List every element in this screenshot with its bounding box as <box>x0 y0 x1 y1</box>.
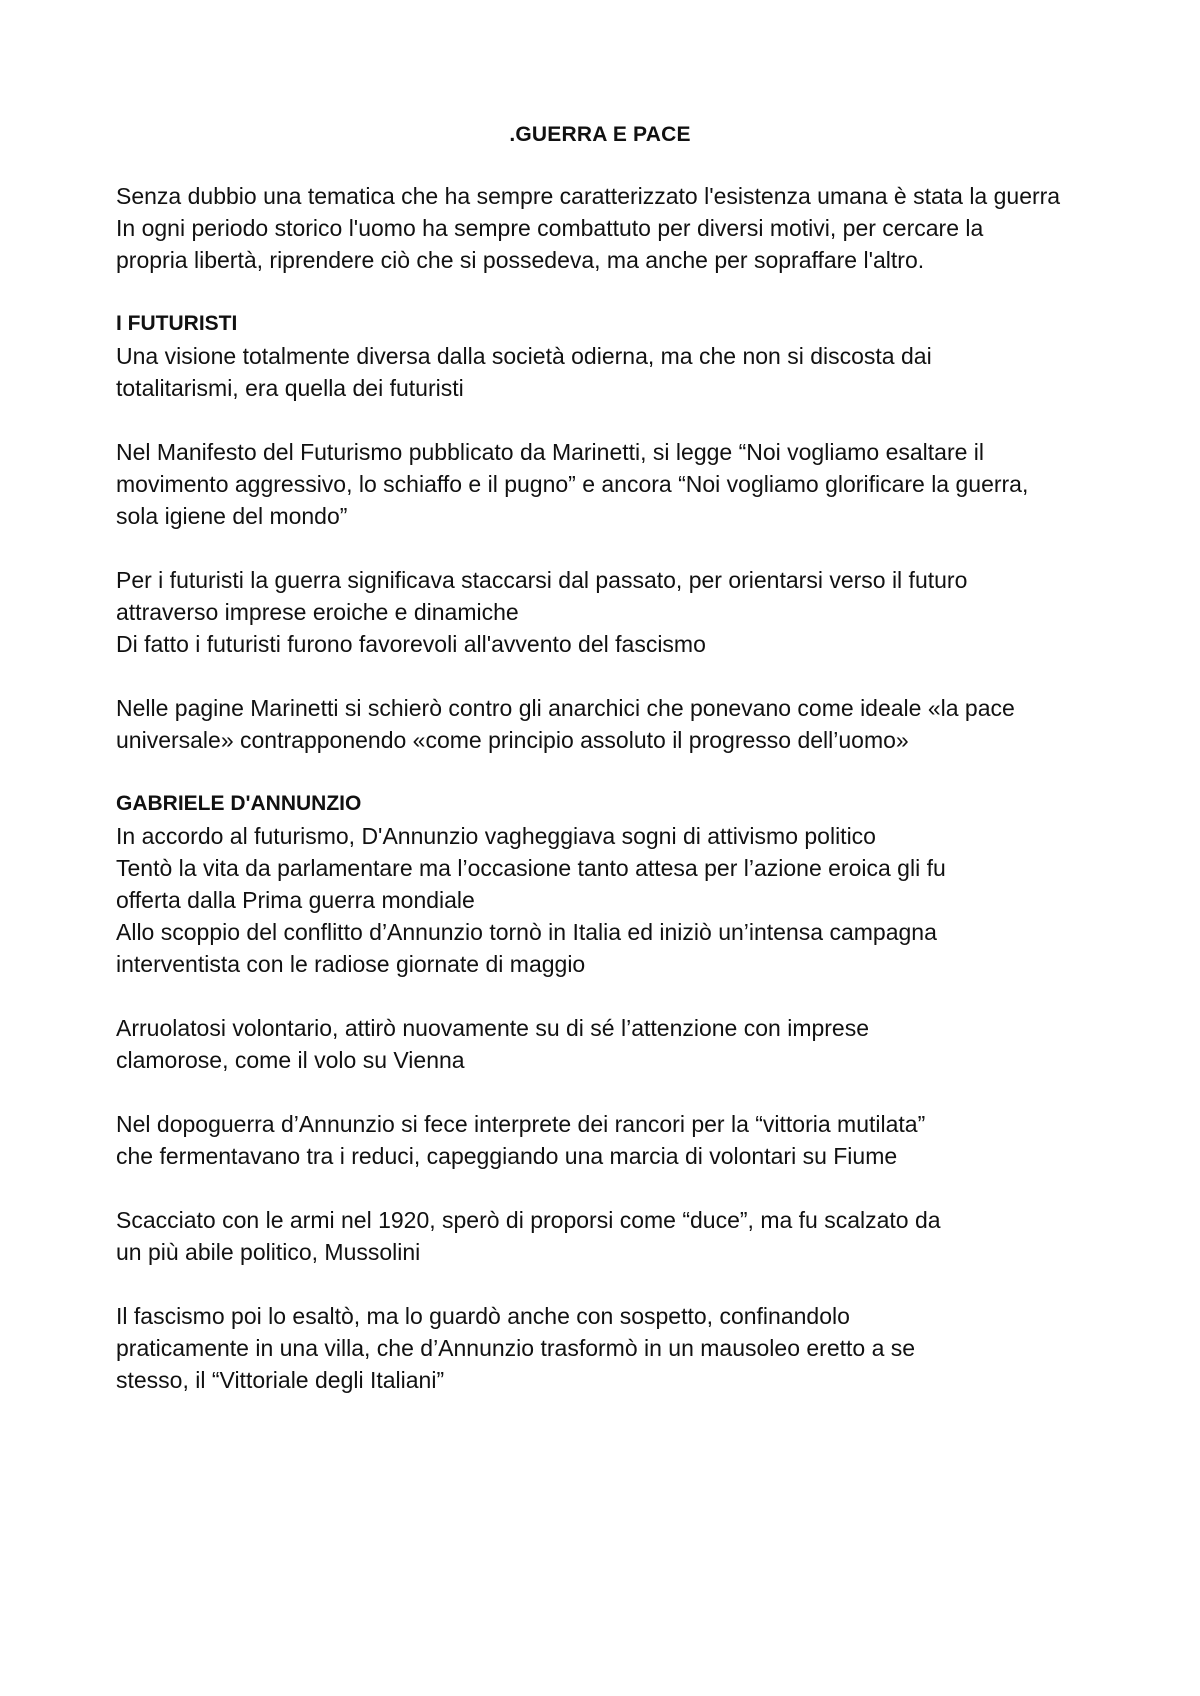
text-line: Nelle pagine Marinetti si schierò contro gli anarchici che ponevano come ideale «la pace <box>116 695 1015 721</box>
text-line: propria libertà, riprendere ciò che si possedeva, ma anche per sopraffare l'altro. <box>116 247 925 273</box>
text-line: Il fascismo poi lo esaltò, ma lo guardò anche con sospetto, confinandolo <box>116 1303 850 1329</box>
futuristi-paragraph-manifesto <box>116 436 1096 532</box>
text-line: totalitarismi, era quella dei futuristi <box>116 375 464 401</box>
text-line: attraverso imprese eroiche e dinamiche <box>116 599 519 625</box>
text-line: Di fatto i futuristi furono favorevoli all'avvento del fascismo <box>116 631 706 657</box>
text-line: un più abile politico, Mussolini <box>116 1239 421 1265</box>
text-line: stesso, il “Vittoriale degli Italiani” <box>116 1367 445 1393</box>
text-line: Tentò la vita da parlamentare ma l’occasione tanto attesa per l’azione eroica gli fu <box>116 855 946 881</box>
text-line: In accordo al futurismo, D'Annunzio vagheggiava sogni di attivismo politico <box>116 823 876 849</box>
dannunzio-paragraph-dopoguerra <box>116 1108 1096 1172</box>
dannunzio-paragraph-fascismo <box>116 1300 1096 1396</box>
document-body <box>116 180 1096 1428</box>
dannunzio-paragraph-scacciato <box>116 1204 1096 1268</box>
futuristi-section-intro <box>116 308 1096 404</box>
section-heading-futuristi: I FUTURISTI <box>116 312 238 335</box>
text-line: Scacciato con le armi nel 1920, sperò di proporsi come “duce”, ma fu scalzato da <box>116 1207 941 1233</box>
text-line: praticamente in una villa, che d’Annunzio trasformò in un mausoleo eretto a se <box>116 1335 916 1361</box>
text-line: Arruolatosi volontario, attirò nuovamente su di sé l’attenzione con imprese <box>116 1015 870 1041</box>
text-line: universale» contrapponendo «come principio assoluto il progresso dell’uomo» <box>116 727 909 753</box>
dannunzio-paragraph-volontario <box>116 1012 1096 1076</box>
text-line: che fermentavano tra i reduci, capeggiando una marcia di volontari su Fiume <box>116 1143 898 1169</box>
section-heading-dannunzio: GABRIELE D'ANNUNZIO <box>116 792 362 815</box>
text-line: clamorose, come il volo su Vienna <box>116 1047 465 1073</box>
text-line: offerta dalla Prima guerra mondiale <box>116 887 475 913</box>
text-line: interventista con le radiose giornate di maggio <box>116 951 586 977</box>
text-line: In ogni periodo storico l'uomo ha sempre combattuto per diversi motivi, per cercare la <box>116 215 984 241</box>
text-line: Senza dubbio una tematica che ha sempre caratterizzato l'esistenza umana è stata la guerra <box>116 183 1061 209</box>
text-line: Una visione totalmente diversa dalla società odierna, ma che non si discosta dai <box>116 343 932 369</box>
text-line: Nel Manifesto del Futurismo pubblicato da Marinetti, si legge “Noi vogliamo esaltare il <box>116 439 985 465</box>
dannunzio-section-intro <box>116 788 1096 980</box>
text-line: movimento aggressivo, lo schiaffo e il pugno” e ancora “Noi vogliamo glorificare la guerra, <box>116 471 1029 497</box>
text-line: sola igiene del mondo” <box>116 503 348 529</box>
text-line: Per i futuristi la guerra significava staccarsi dal passato, per orientarsi verso il futuro <box>116 567 968 593</box>
futuristi-paragraph-guerra <box>116 564 1096 660</box>
text-line: Nel dopoguerra d’Annunzio si fece interprete dei rancori per la “vittoria mutilata” <box>116 1111 926 1137</box>
document-title: .GUERRA E PACE <box>509 123 691 146</box>
futuristi-paragraph-anarchici <box>116 692 1096 756</box>
text-line: Allo scoppio del conflitto d’Annunzio tornò in Italia ed iniziò un’intensa campagna <box>116 919 937 945</box>
intro-paragraph <box>116 180 1096 276</box>
